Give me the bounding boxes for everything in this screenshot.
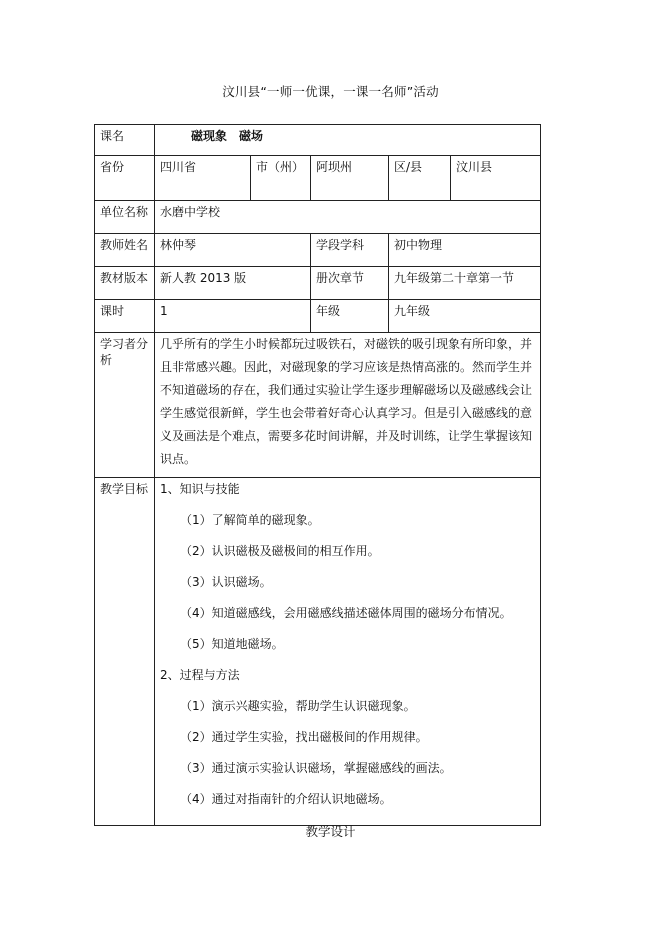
- goal-item: （5）知道地磁场。: [180, 637, 284, 651]
- goal-item: （3）通过演示实验认识磁场，掌握磁感线的画法。: [180, 761, 452, 775]
- page-title: 汶川县“一师一优课，一课一名师”活动: [222, 84, 439, 99]
- lesson-value: 1: [155, 300, 311, 333]
- goal-item: （2）认识磁极及磁极间的相互作用。: [180, 544, 380, 558]
- teacher-label: 教师姓名: [95, 234, 155, 267]
- goals-label: 教学目标: [95, 478, 155, 826]
- analysis-text: 几乎所有的学生小时候都玩过吸铁石，对磁铁的吸引现象有所印象，并且非常感兴趣。因此，对磁现象的学习应该是热情高涨的。然而学生并不知道磁场的存在，我们通过实验让学生逐步理解磁场以及磁感线会让学生感觉很新鲜，学生也会带着好奇心认真学习。但是引入磁感线的意义及画法是个难点，需要多花时间讲解，并及时训练，让学生掌握该知识点。: [155, 333, 541, 478]
- chapter-label: 册次章节: [311, 267, 389, 300]
- school-label: 单位名称: [95, 201, 155, 234]
- grade-label: 年级: [311, 300, 389, 333]
- county-value: 汶川县: [451, 156, 541, 201]
- course-name: 磁现象 磁场: [155, 125, 541, 156]
- goal-item: （1）演示兴趣实验，帮助学生认识磁现象。: [180, 699, 416, 713]
- city-value: 阿坝州: [311, 156, 389, 201]
- lesson-row: [95, 300, 541, 333]
- course-row: [95, 125, 541, 156]
- chapter-value: 九年级第二十章第一节: [389, 267, 541, 300]
- school-row: [95, 201, 541, 234]
- analysis-label: 学习者分析: [95, 333, 155, 478]
- province-label: 省份: [95, 156, 155, 201]
- goal-item: （4）知道磁感线，会用磁感线描述磁体周围的磁场分布情况。: [180, 606, 512, 620]
- lesson-label: 课时: [95, 300, 155, 333]
- footer-caption: 教学设计: [305, 824, 356, 839]
- county-label: 区/县: [389, 156, 451, 201]
- subject-value: 初中物理: [389, 234, 541, 267]
- analysis-row: [95, 333, 541, 478]
- school-value: 水磨中学校: [155, 201, 541, 234]
- textbook-row: [95, 267, 541, 300]
- goal-item: （4）通过对指南针的介绍认识地磁场。: [180, 792, 392, 806]
- goals-content: [155, 478, 541, 826]
- textbook-value: 新人教 2013 版: [155, 267, 311, 300]
- location-row: [95, 156, 541, 201]
- teacher-row: [95, 234, 541, 267]
- goals-row: [95, 478, 541, 826]
- province-value: 四川省: [155, 156, 251, 201]
- teacher-value: 林仲琴: [155, 234, 311, 267]
- city-label: 市（州）: [251, 156, 311, 201]
- goal-item: （3）认识磁场。: [180, 575, 272, 589]
- goals-section-process: 2、过程与方法: [160, 668, 240, 682]
- goal-item: （2）通过学生实验，找出磁极间的作用规律。: [180, 730, 428, 744]
- grade-value: 九年级: [389, 300, 541, 333]
- goal-item: （1）了解简单的磁现象。: [180, 513, 320, 527]
- course-label: 课名: [95, 125, 155, 156]
- lesson-info-table: [94, 124, 541, 826]
- subject-label: 学段学科: [311, 234, 389, 267]
- goals-section-knowledge: 1、知识与技能: [160, 482, 240, 496]
- textbook-label: 教材版本: [95, 267, 155, 300]
